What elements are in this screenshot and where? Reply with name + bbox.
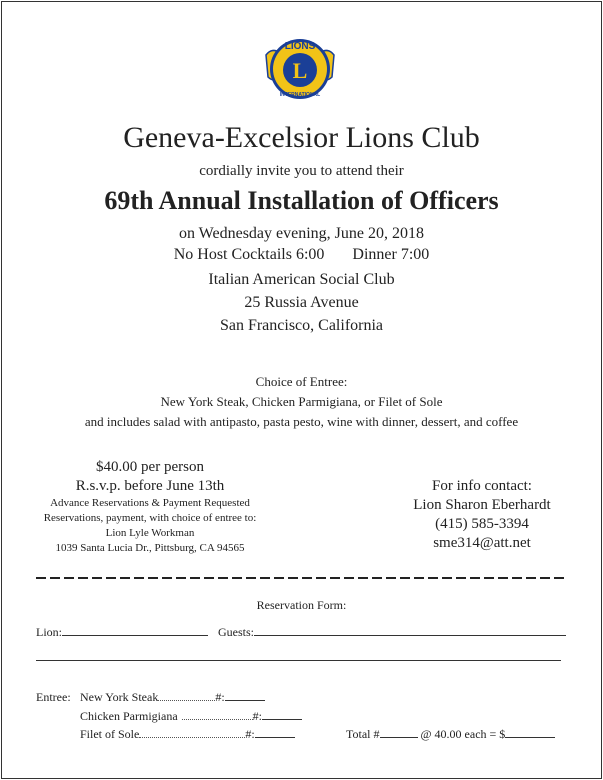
cut-line bbox=[36, 577, 568, 579]
event-times bbox=[0, 246, 603, 264]
sole-count-field[interactable] bbox=[255, 737, 295, 738]
contact-heading: For info contact: bbox=[432, 478, 532, 494]
venue-city: San Francisco, California bbox=[219, 317, 384, 334]
entree-row-sole bbox=[80, 727, 295, 742]
menu-includes: and includes salad with antipasto, pasta pesto, wine with dinner, dessert, and coffee bbox=[84, 414, 519, 429]
guests-label: Guests: bbox=[218, 625, 254, 639]
recipient-address: 1039 Santa Lucia Dr., Pittsburg, CA 94565 bbox=[55, 542, 245, 554]
entree-name: New York Steak bbox=[80, 690, 159, 704]
club-name: Geneva-Excelsior Lions Club bbox=[123, 121, 480, 154]
count-label: #: bbox=[245, 727, 255, 741]
rsvp-deadline: R.s.v.p. before June 13th bbox=[75, 478, 225, 494]
total-count-field[interactable] bbox=[380, 737, 418, 738]
count-label: #: bbox=[252, 709, 262, 723]
page-border bbox=[1, 1, 602, 779]
total-label: Total # bbox=[346, 727, 380, 741]
form-title: Reservation Form: bbox=[256, 598, 347, 612]
entree-label: Entree: bbox=[36, 690, 71, 704]
dinner-time: Dinner 7:00 bbox=[352, 246, 430, 263]
guests-field-line-2[interactable] bbox=[36, 660, 561, 661]
contact-name: Lion Sharon Eberhardt bbox=[413, 497, 551, 513]
contact-block bbox=[382, 477, 582, 553]
logo-letter: L bbox=[292, 58, 308, 83]
event-date: on Wednesday evening, June 20, 2018 bbox=[178, 225, 425, 242]
lion-row bbox=[36, 625, 566, 640]
cocktails-time: No Host Cocktails 6:00 bbox=[173, 246, 325, 263]
event-title: 69th Annual Installation of Officers bbox=[104, 186, 499, 215]
send-to-note: Reservations, payment, with choice of entree to: bbox=[43, 512, 257, 524]
lions-logo bbox=[262, 33, 338, 103]
entree-row-steak bbox=[80, 690, 265, 705]
chicken-count-field[interactable] bbox=[262, 719, 302, 720]
each-label: @ 40.00 each = $ bbox=[420, 727, 506, 741]
guests-field[interactable] bbox=[254, 635, 566, 636]
count-label: #: bbox=[215, 690, 225, 704]
advance-note: Advance Reservations & Payment Requested bbox=[50, 497, 250, 509]
recipient-name: Lion Lyle Workman bbox=[105, 527, 195, 539]
venue: Italian American Social Club bbox=[208, 271, 395, 288]
contact-email: sme314@att.net bbox=[433, 535, 531, 551]
entree-row-chicken bbox=[80, 709, 302, 724]
menu-heading: Choice of Entree: bbox=[255, 374, 348, 389]
contact-phone: (415) 585-3394 bbox=[435, 516, 529, 532]
logo-top-text: LIONS bbox=[284, 41, 316, 52]
pricing-block bbox=[20, 457, 280, 556]
total-row bbox=[346, 727, 555, 742]
lion-label: Lion: bbox=[36, 625, 62, 639]
invite-text: cordially invite you to attend their bbox=[199, 163, 404, 179]
menu-options: New York Steak, Chicken Parmigiana, or Filet of Sole bbox=[160, 394, 443, 409]
lion-field[interactable] bbox=[62, 635, 208, 636]
venue-address: 25 Russia Avenue bbox=[244, 294, 359, 311]
entree-name: Chicken Parmigiana bbox=[80, 709, 178, 723]
price: $40.00 per person bbox=[96, 459, 204, 475]
total-amount-field[interactable] bbox=[505, 737, 555, 738]
logo-bottom-text: INTERNATIONAL bbox=[279, 92, 321, 98]
steak-count-field[interactable] bbox=[225, 700, 265, 701]
entree-name: Filet of Sole bbox=[80, 727, 140, 741]
